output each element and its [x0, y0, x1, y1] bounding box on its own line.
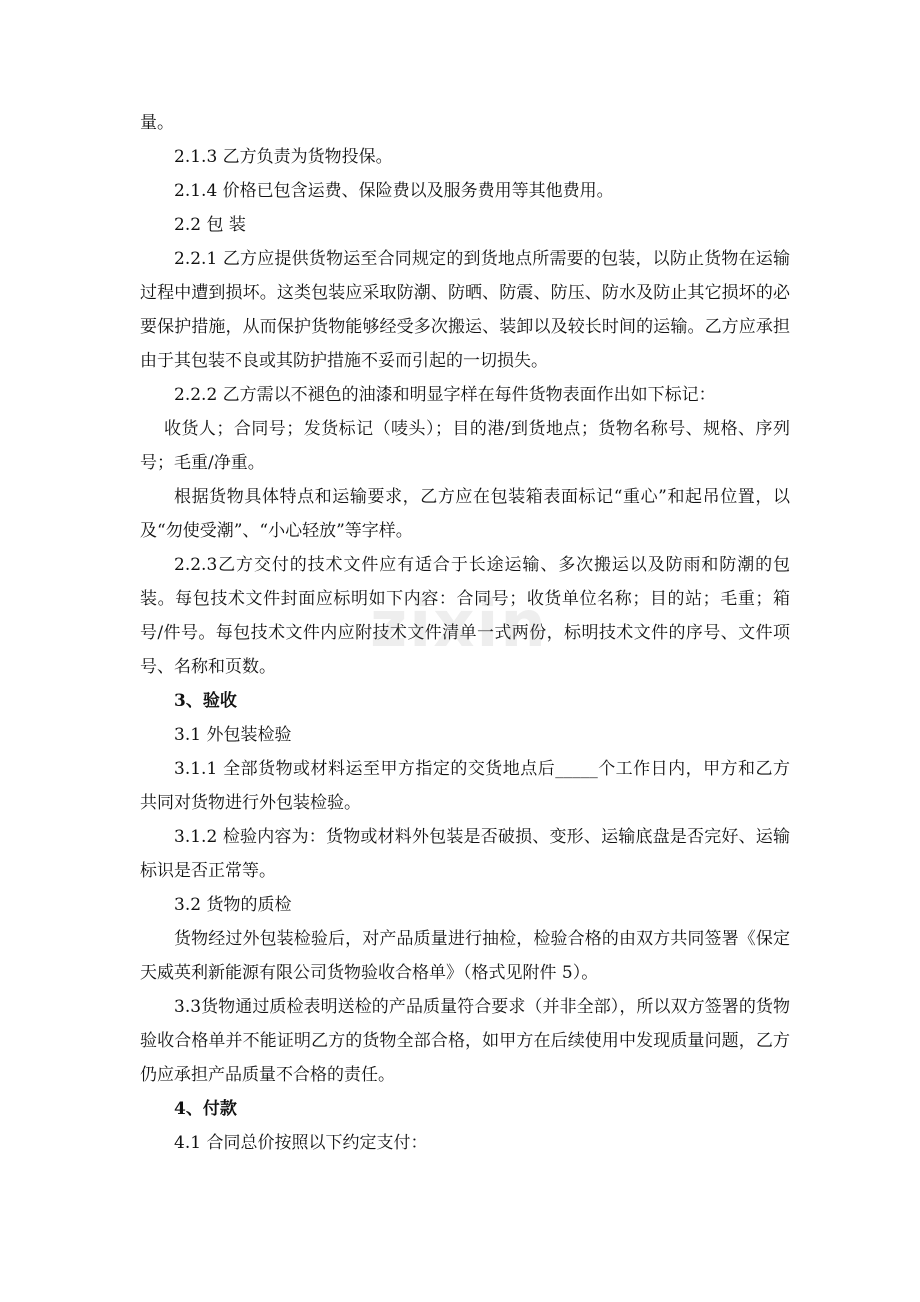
quality-check-text: 货物经过外包装检验后，对产品质量进行抽检，检验合格的由双方共同签署《保定天威英利新能源有限公司货物验收合格单》（格式见附件 5）。 — [140, 929, 790, 983]
section-4-heading: 4、付款 — [174, 1099, 237, 1119]
watermark-text: zixin — [370, 588, 548, 662]
clause-2-2-1: 2.2.1 乙方应提供货物运至合同规定的到货地点所需要的包装，以防止货物在运输过程中遭到损坏。这类包装应采取防潮、防晒、防震、防压、防水及防止其它损坏的必要保护措施，从而保护货物能够经受多次搬运、装卸以及较长时间的运输。乙方应承担由于其包装不良或其防护措施不妥而引起的一切损失。 — [140, 249, 790, 371]
clause-3-1-2: 3.1.2 检验内容为：货物或材料外包装是否破损、变形、运输底盘是否完好、运输标识是否正常等。 — [140, 827, 790, 881]
clause-4-1: 4.1 合同总价按照以下约定支付： — [174, 1133, 428, 1153]
clause-2-2-3: 2.2.3乙方交付的技术文件应有适合于长途运输、多次搬运以及防雨和防潮的包装。每包技术文件封面应标明如下内容：合同号；收货单位名称；目的站；毛重；箱号/件号。每包技术文件内应附技术文件清单一式两份，标明技术文件的序号、文件项号、名称和页数。 — [140, 555, 790, 677]
clause-2-1-4: 2.1.4 价格已包含运费、保险费以及服务费用等其他费用。 — [174, 181, 614, 201]
marking-list: 收货人；合同号；发货标记（唛头）；目的港/到货地点；货物名称号、规格、序列号；毛重/净重。 — [140, 419, 790, 473]
clause-2-2-2: 2.2.2 乙方需以不褪色的油漆和明显字样在每件货物表面作出如下标记： — [174, 385, 716, 405]
marking-note: 根据货物具体特点和运输要求，乙方应在包装箱表面标记“重心”和起吊位置，以及“勿使受潮”、“小心轻放”等字样。 — [140, 487, 790, 541]
paragraph-continuation: 量。 — [140, 113, 174, 133]
clause-2-1-3: 2.1.3 乙方负责为货物投保。 — [174, 147, 393, 167]
clause-3-3: 3.3货物通过质检表明送检的产品质量符合要求（并非全部），所以双方签署的货物验收合格单并不能证明乙方的货物全部合格，如甲方在后续使用中发现质量问题，乙方仍应承担产品质量不合格的责任。 — [140, 997, 790, 1085]
document-body — [140, 106, 790, 1160]
section-3-2-heading: 3.2 货物的质检 — [174, 895, 292, 915]
clause-3-1-1: 3.1.1 全部货物或材料运至甲方指定的交货地点后_____个工作日内，甲方和乙方共同对货物进行外包装检验。 — [140, 759, 790, 813]
section-3-heading: 3、验收 — [174, 691, 237, 711]
section-2-2-heading: 2.2 包 装 — [174, 215, 246, 235]
section-3-1-heading: 3.1 外包装检验 — [174, 725, 292, 745]
